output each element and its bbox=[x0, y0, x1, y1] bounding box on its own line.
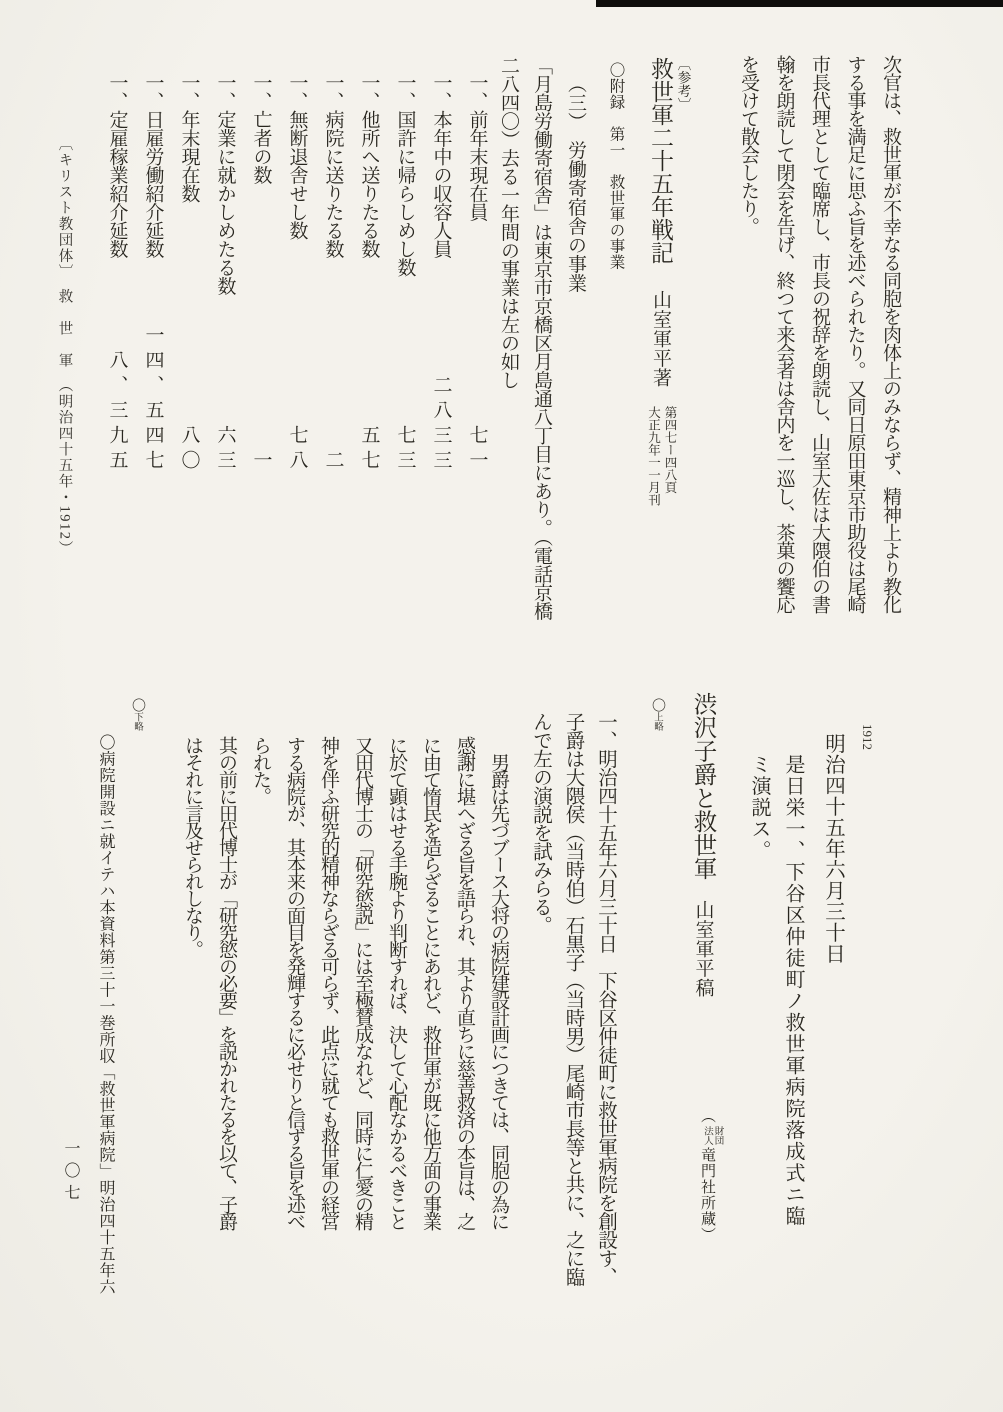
body-line: られた。 bbox=[250, 736, 271, 804]
margin-category-note: 〔キリスト教団体〕 救 世 軍 （明治四十五年・1912） bbox=[56, 136, 73, 557]
omission-note-bottom bbox=[130, 698, 144, 731]
paragraph-line: 翰を朗読して閉会を告げ、終つて来会者は舎内を一巡し、茶菓の饗応 bbox=[773, 55, 795, 613]
list-item-value: 五七 bbox=[358, 425, 380, 475]
list-item-label: 一、本年中の収容人員 bbox=[430, 73, 452, 258]
omission-label: 上略 bbox=[652, 712, 662, 731]
event-line: 是日栄一、下谷区仲徒町ノ救世軍病院落成式ニ臨 bbox=[782, 754, 804, 1227]
publication-pages: 第四七ー四八頁 bbox=[663, 406, 677, 494]
article-author: 山室軍平稿 bbox=[692, 900, 714, 998]
list-item bbox=[429, 73, 453, 475]
list-item bbox=[321, 73, 345, 475]
list-item-value: 八〇 bbox=[178, 425, 200, 475]
event-summary bbox=[742, 754, 810, 1404]
warichu-line: 財団 bbox=[712, 1126, 723, 1145]
page-number: 一〇七 bbox=[62, 1140, 79, 1206]
omission-note-top bbox=[650, 698, 664, 731]
article-title: 渋沢子爵と救世軍 bbox=[689, 692, 716, 880]
intro-line: 「月島労働寄宿舎」は東京市京橋区月島通八丁目にあり。（電話京橋 bbox=[531, 56, 552, 620]
list-item bbox=[105, 73, 129, 475]
list-item-value: 八、三九五 bbox=[106, 350, 128, 475]
top-paragraph bbox=[731, 55, 909, 655]
list-item-value: 一四、五四七 bbox=[142, 325, 164, 475]
editorial-footnote: 〇病院開設ニ就イテハ本資料第三十一巻所収「救世軍病院」明治四十五年六 bbox=[97, 734, 114, 1295]
numbered-line: 子爵は大隈侯（当時伯）石黒子（当時男）尾崎市長等と共に、之に臨 bbox=[562, 712, 584, 1286]
list-item-value: 六三 bbox=[214, 425, 236, 475]
list-item-value: 二八三三 bbox=[430, 375, 452, 475]
book-author: 山室軍平著 bbox=[650, 290, 671, 388]
body-line: に由て惰民を造らざることにあれど、救世軍が既に他方面の事業 bbox=[420, 736, 441, 1229]
speech-body bbox=[175, 736, 515, 1406]
list-item-value: 七八 bbox=[286, 425, 308, 475]
omission-circle: 〇 bbox=[130, 698, 145, 712]
list-item bbox=[141, 73, 165, 475]
numbered-line: んで左の演説を試みらる。 bbox=[530, 712, 551, 934]
omission-circle: 〇 bbox=[650, 698, 665, 712]
omission-label: 下略 bbox=[132, 712, 142, 731]
numbered-entry bbox=[524, 712, 622, 1402]
body-line: に於て顕はせる手腕より判断すれば、決して心配なかるべきこと bbox=[386, 736, 407, 1229]
book-title: 救世軍二十五年戦記 bbox=[648, 57, 673, 264]
source-open-paren: （ bbox=[699, 1108, 715, 1124]
list-item-label: 一、日雇労働紹介延数 bbox=[142, 73, 164, 258]
list-item bbox=[285, 73, 309, 475]
publication-date: 大正九年一一月刊 bbox=[646, 406, 661, 506]
intro-line: 二八四〇）去る一年間の事業は左の如し bbox=[498, 56, 519, 389]
list-item-label: 一、国許に帰らしめし数 bbox=[394, 73, 416, 277]
list-item bbox=[177, 73, 201, 475]
list-item bbox=[357, 73, 381, 475]
boarding-house-statistics-list bbox=[105, 73, 489, 475]
reference-bracket-label: 〔参考〕 bbox=[675, 57, 691, 111]
warichu-line: 法人 bbox=[702, 1126, 712, 1145]
date-heading: 明治四十五年六月三十日 bbox=[821, 733, 844, 964]
appendix-heading: 〇附録 第一 救世軍の事業 bbox=[607, 62, 625, 270]
source-holder: 竜門社所蔵） bbox=[699, 1147, 715, 1243]
intro-paragraph bbox=[492, 56, 558, 656]
subsection-heading: （三） 労働寄宿舎の事業 bbox=[565, 74, 586, 293]
publication-info bbox=[645, 406, 678, 536]
list-item-value: 七一 bbox=[466, 425, 488, 475]
body-line: はそれに言及せられしなり。 bbox=[182, 736, 203, 957]
paragraph-line: 次官は、救世軍が不幸なる同胞を肉体上のみならず、精神上より教化 bbox=[880, 55, 901, 613]
paragraph-line: 市長代理として臨席し、市長の祝辞を朗読し、山室大佐は大隈伯の書 bbox=[809, 55, 830, 613]
paragraph-line: する事を満足に思ふ旨を述べられたり。又同日原田東京市助役は尾崎 bbox=[844, 55, 866, 613]
list-item bbox=[465, 73, 489, 475]
list-item bbox=[393, 73, 417, 475]
list-item-label: 一、前年末現在員 bbox=[466, 73, 488, 221]
body-line: 男爵は先づブース大将の病院建設計画につきては、同胞の為に bbox=[488, 736, 509, 1229]
list-item bbox=[249, 73, 273, 475]
body-line: 又田代博士の「研究慾説」には至極賛成なれど、同時に仁愛の精 bbox=[352, 736, 373, 1229]
list-item bbox=[213, 73, 237, 475]
paragraph-line: を受けて散会したり。 bbox=[738, 55, 759, 235]
list-item-label: 一、定業に就かしめたる数 bbox=[214, 73, 236, 295]
top-rule-bar bbox=[596, 0, 1003, 7]
body-line: 神を伴ふ研究的精神ならざる可らず、此点に就ても救世軍の経営 bbox=[318, 736, 339, 1229]
event-line: ミ演説ス。 bbox=[748, 754, 770, 862]
list-item-label: 一、亡者の数 bbox=[250, 73, 272, 184]
body-line: 感謝に堪へざる旨を語られ、其より直ちに慈善救済の本旨は、之 bbox=[454, 736, 475, 1229]
list-item-label: 一、他所へ送りたる数 bbox=[358, 73, 380, 258]
list-item-label: 一、年末現在数 bbox=[178, 73, 200, 203]
list-item-label: 一、定雇稼業紹介延数 bbox=[106, 73, 128, 258]
source-attribution bbox=[699, 1108, 723, 1243]
numbered-line: 一、明治四十五年六月三十日 下谷区仲徒町に救世軍病院を創設す、 bbox=[595, 712, 616, 1286]
list-item-value: 一 bbox=[250, 450, 272, 475]
body-line: する病院が、其本来の面目を発輝するに必せりと信ずる旨を述べ bbox=[284, 736, 305, 1229]
list-item-label: 一、病院に送りたる数 bbox=[322, 73, 344, 258]
list-item-value: 二 bbox=[322, 450, 344, 475]
source-warichu bbox=[702, 1126, 723, 1145]
year-label: 1912 bbox=[860, 724, 875, 750]
body-line: 其の前に田代博士が「研究慾の必要」を説かれたるを以て、子爵 bbox=[216, 736, 237, 1229]
list-item-value: 七三 bbox=[394, 425, 416, 475]
list-item-label: 一、無断退舎せし数 bbox=[286, 73, 308, 240]
